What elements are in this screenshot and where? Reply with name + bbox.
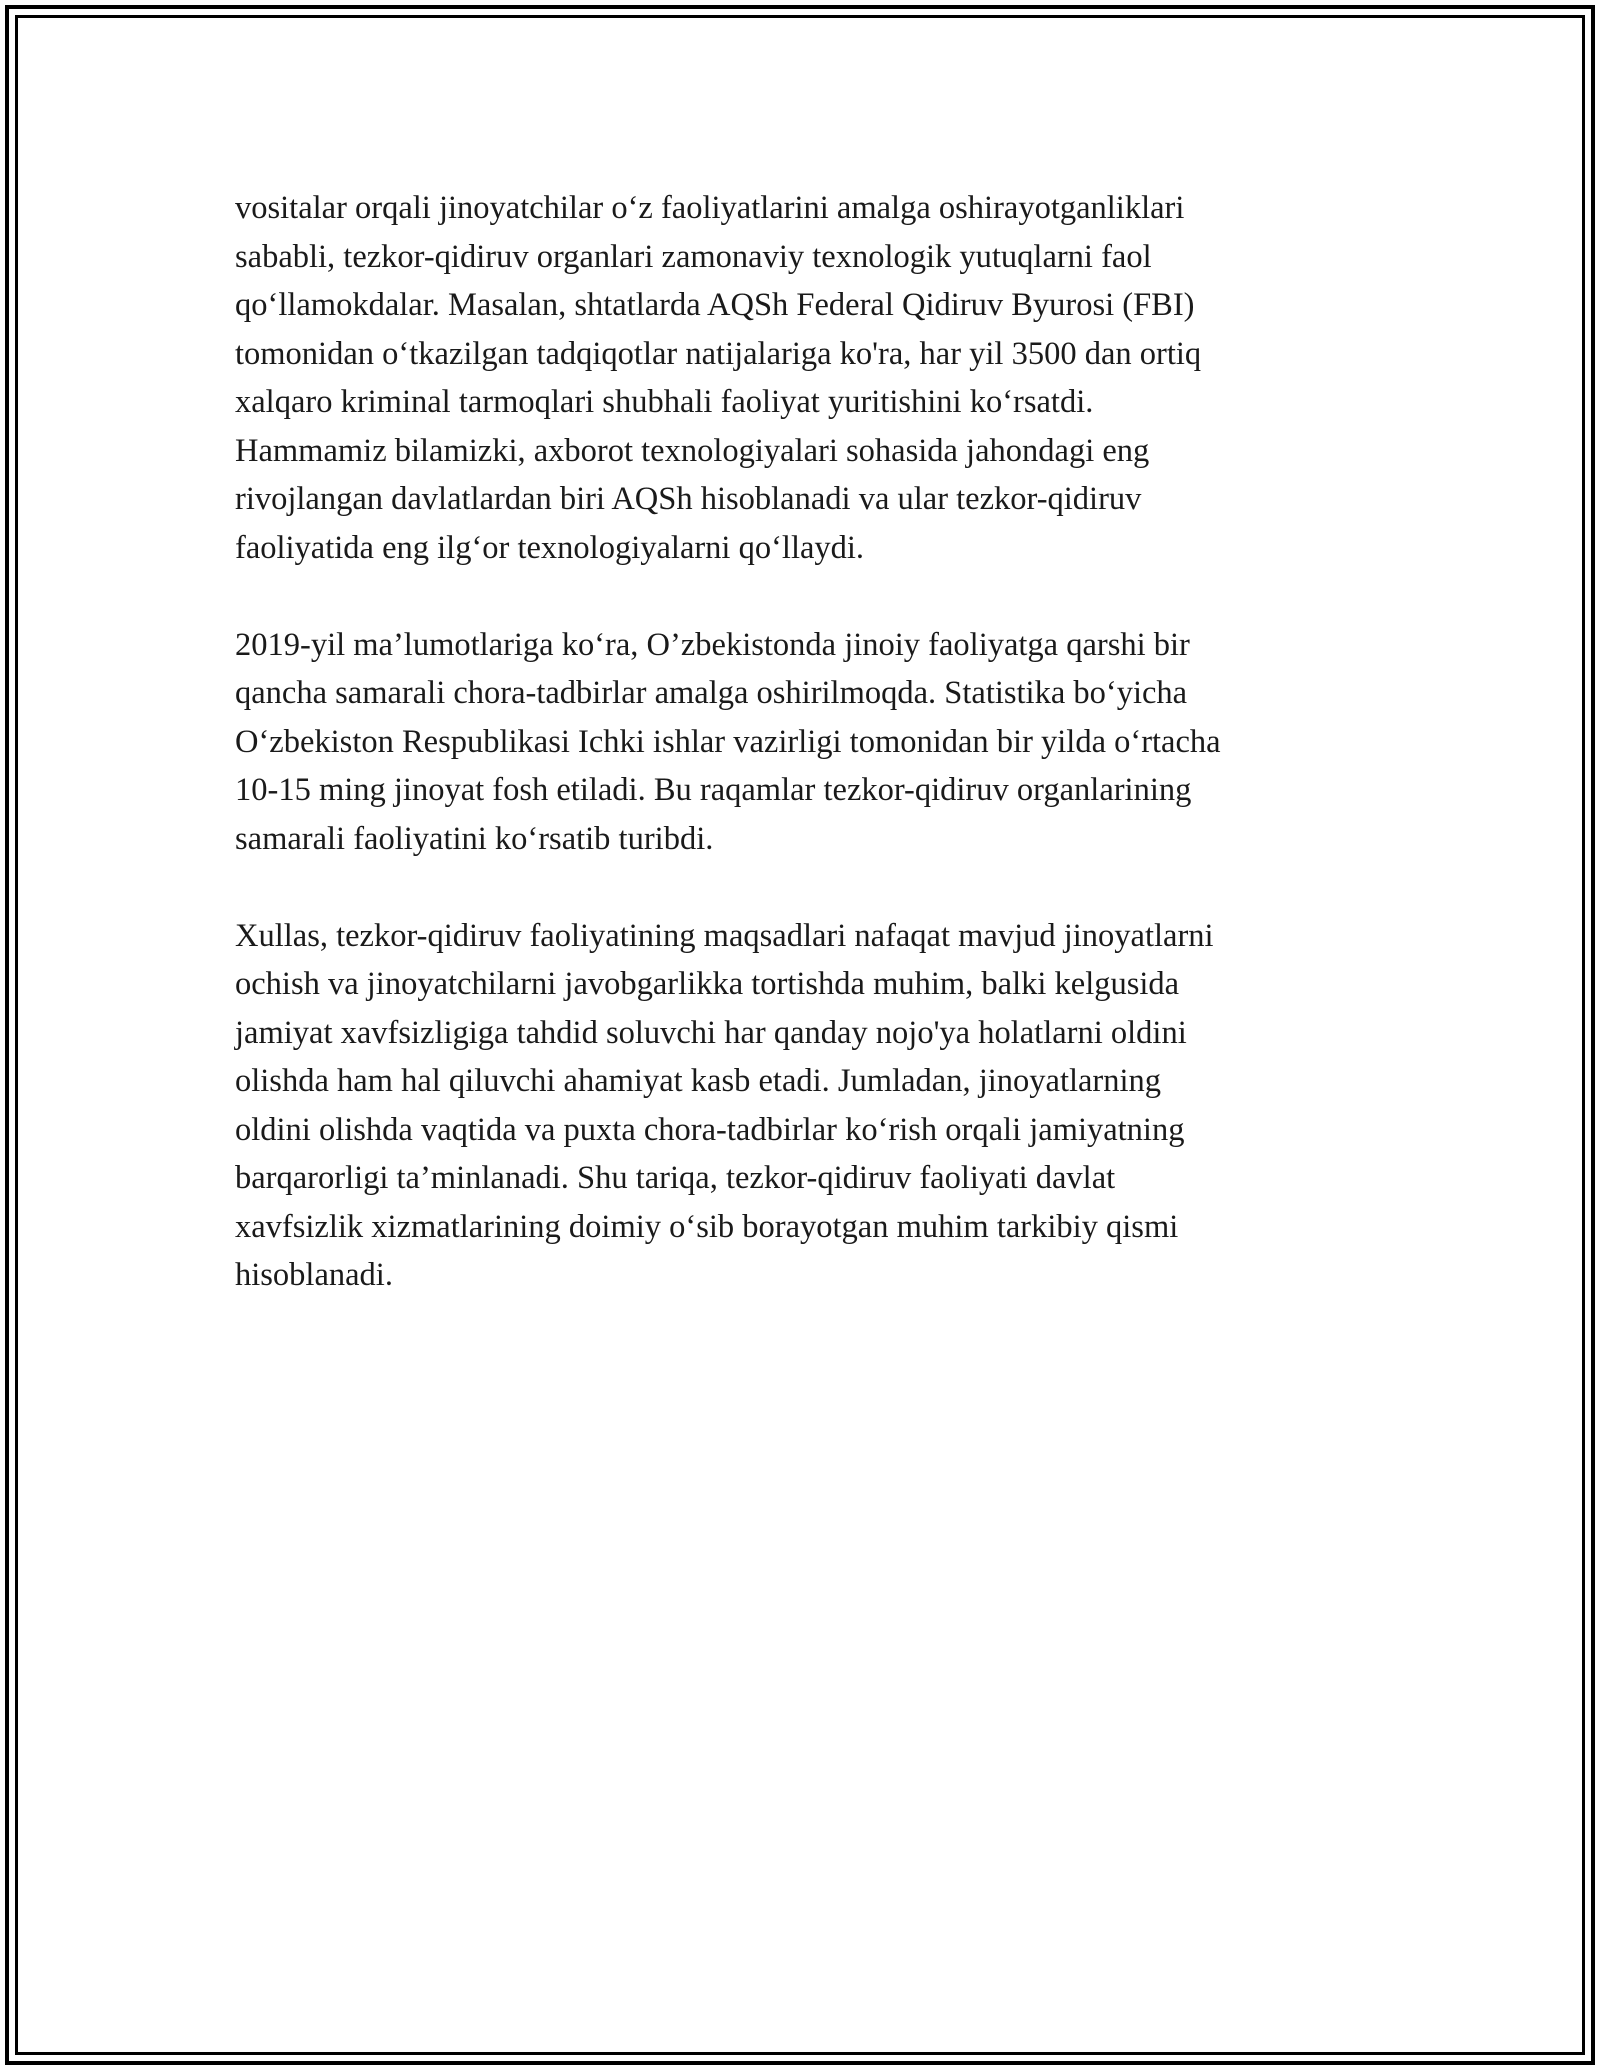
paragraph-uzbekistan-statistics: 2019-yil ma’lumotlariga ko‘ra, O’zbekistonda jinoiy faoliyatga qarshi bir qancha samarali chora-tadbirlar amalga oshirilmoqda. Statistika bo‘yicha O‘zbekiston Respublikasi Ichki ishlar vazirligi tomonidan bir yilda o‘rtacha 10-15 ming jinoyat fosh etiladi. Bu raqamlar tezkor-qidiruv organlarining samarali faoliyatini ko‘rsatib turibdi. — [235, 626, 1221, 857]
paragraph-conclusion: Xullas, tezkor-qidiruv faoliyatining maqsadlari nafaqat mavjud jinoyatlarni ochish va jinoyatchilarni javobgarlikka tortishda muhim, balki kelgusida jamiyat xavfsizligiga tahdid soluvchi har qanday nojo'ya holatlarni oldini olishda ham hal qiluvchi ahamiyat kasb etadi. Jumladan, jinoyatlarning oldini olishda vaqtida va puxta chora-tadbirlar ko‘rish orqali jamiyatning barqarorligi ta’minlanadi. Shu tariqa, tezkor-qidiruv faoliyati davlat xavfsizlik xizmatlarining doimiy o‘sib borayotgan muhim tarkibiy qismi hisoblanadi. — [235, 917, 1214, 1293]
document-body — [235, 184, 1355, 1348]
paragraph-foreign-technology: vositalar orqali jinoyatchilar o‘z faoliyatlarini amalga oshirayotganliklari sababli, tezkor-qidiruv organlari zamonaviy texnologik yutuqlarni faol qo‘llamokdalar. Masalan, shtatlarda AQSh Federal Qidiruv Byurosi (FBI) tomonidan o‘tkazilgan tadqiqotlar natijalariga ko'ra, har yil 3500 dan ortiq xalqaro kriminal tarmoqlari shubhali faoliyat yuritishini ko‘rsatdi. Hammamiz bilamizki, axborot texnologiyalari sohasida jahondagi eng rivojlangan davlatlardan biri AQSh hisoblanadi va ular tezkor-qidiruv faoliyatida eng ilg‘or texnologiyalarni qo‘llaydi. — [235, 190, 1202, 566]
